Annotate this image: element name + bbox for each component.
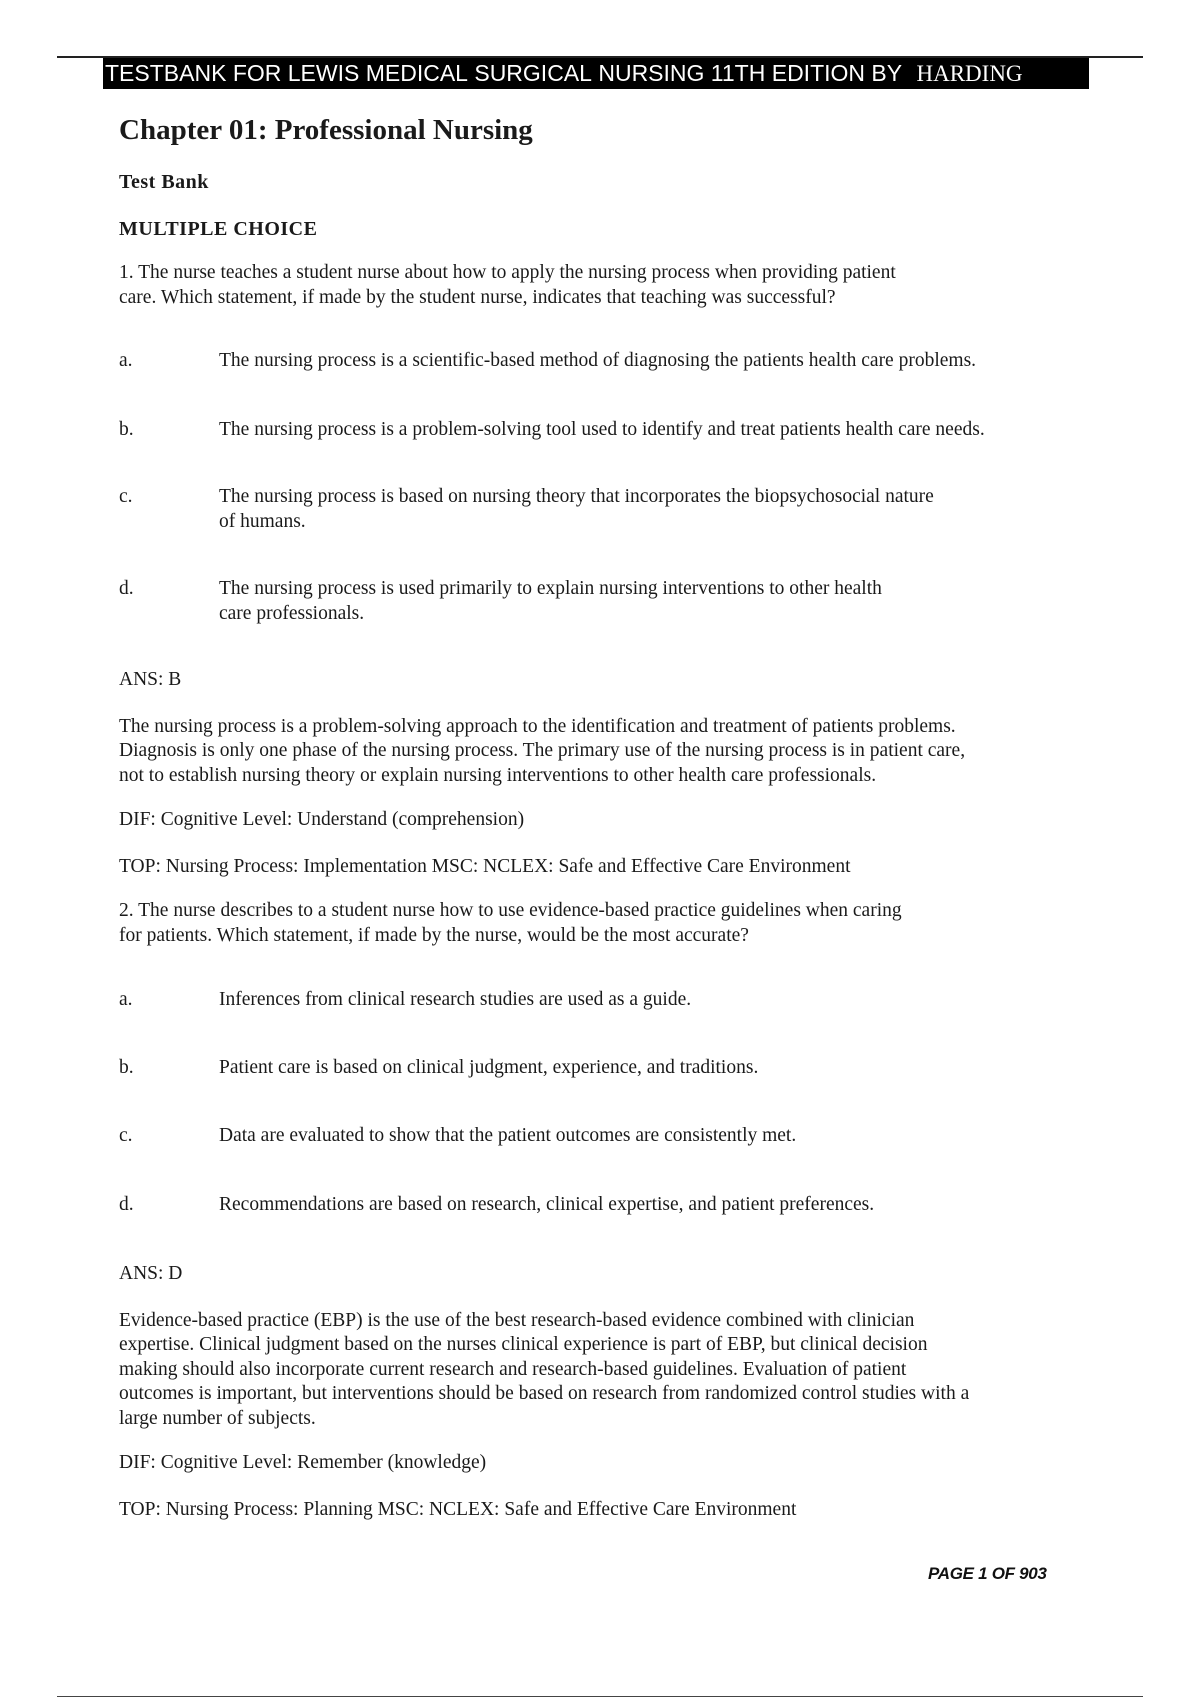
difficulty: DIF: Cognitive Level: Understand (comprehension) xyxy=(119,809,525,830)
answer-option xyxy=(119,485,1099,534)
option-line: The nursing process is a scientific-based method of diagnosing the patients health care problems. xyxy=(219,350,977,371)
option-letter: b. xyxy=(119,418,134,440)
option-line: care professionals. xyxy=(219,602,365,624)
answer-key: ANS: B xyxy=(119,669,182,690)
banner-part: HARDING xyxy=(916,61,1023,86)
rationale-line: expertise. Clinical judgment based on the nurses clinical experience is part of EBP, but clinical decision xyxy=(119,1334,928,1355)
rationale xyxy=(119,1309,1099,1432)
option-text: Data are evaluated to show that the patient outcomes are consistently met. xyxy=(219,1125,797,1146)
bottom-rule xyxy=(57,1696,1143,1697)
question-2 xyxy=(119,899,1099,1522)
answer-option xyxy=(119,418,1099,443)
banner-part: NURSING 11TH xyxy=(598,60,766,86)
option-letter: d. xyxy=(119,1193,134,1215)
option-letter: d. xyxy=(119,578,134,599)
rationale-line: Evidence-based practice (EBP) is the use of the best research-based evidence combined with clinician xyxy=(119,1309,915,1331)
rationale xyxy=(119,715,1099,789)
header-banner xyxy=(103,58,1089,89)
question-stem: care. Which statement, if made by the student nurse, indicates that teaching was successful? xyxy=(119,286,836,308)
banner-part: TESTBANK xyxy=(105,60,227,86)
option-text: Patient care is based on clinical judgment, experience, and traditions. xyxy=(219,1056,759,1078)
option-letter: a. xyxy=(119,350,133,371)
question-stem: for patients. Which statement, if made by the nurse, would be the most accurate? xyxy=(119,924,749,946)
rationale-line: outcomes is important, but interventions should be based on research from randomized control studies with a xyxy=(119,1383,970,1404)
test-bank-label: Test Bank xyxy=(119,171,209,193)
answer-option xyxy=(119,988,1099,1013)
option-text xyxy=(219,349,1099,374)
rationale-line: large number of subjects. xyxy=(119,1407,316,1429)
banner-part: FOR LEWIS MEDICAL xyxy=(232,60,468,86)
topic: TOP: Nursing Process: Implementation MSC: NCLEX: Safe and Effective Care Environment xyxy=(119,855,851,877)
section-label: MULTIPLE CHOICE xyxy=(119,218,318,240)
option-text xyxy=(219,485,1099,534)
answer-option xyxy=(119,1124,1099,1149)
option-text xyxy=(219,577,1099,626)
answer-option xyxy=(119,1056,1099,1081)
option-letter: c. xyxy=(119,1125,133,1146)
banner-part: SURGICAL xyxy=(474,60,592,86)
option-letter: a. xyxy=(119,989,133,1010)
option-line: The nursing process is a problem-solving tool used to identify and treat patients health care needs. xyxy=(219,418,985,440)
chapter-title: Chapter 01: Professional Nursing xyxy=(119,114,533,146)
rationale-line: Diagnosis is only one phase of the nursing process. The primary use of the nursing process is in patient care, xyxy=(119,740,966,761)
option-text xyxy=(219,418,1099,443)
banner-part: EDITION BY xyxy=(771,60,903,86)
page-number: PAGE 1 OF 903 xyxy=(928,1564,1047,1583)
document-body xyxy=(119,110,1099,1522)
option-line: The nursing process is based on nursing theory that incorporates the biopsychosocial nature xyxy=(219,486,934,507)
question-stem: 2. The nurse describes to a student nurse how to use evidence-based practice guidelines when caring xyxy=(119,900,902,921)
option-line: The nursing process is used primarily to explain nursing interventions to other health xyxy=(219,578,882,599)
option-letter: b. xyxy=(119,1056,134,1078)
answer-option xyxy=(119,1193,1099,1218)
rationale-line: The nursing process is a problem-solving approach to the identification and treatment of patients problems. xyxy=(119,715,956,737)
difficulty: DIF: Cognitive Level: Remember (knowledge) xyxy=(119,1452,487,1473)
answer-option xyxy=(119,349,1099,374)
option-letter: c. xyxy=(119,486,133,507)
answer-key: ANS: D xyxy=(119,1263,183,1284)
question-stem: 1. The nurse teaches a student nurse about how to apply the nursing process when providing patient xyxy=(119,262,896,283)
answer-option xyxy=(119,577,1099,626)
rationale-line: making should also incorporate current research and research-based guidelines. Evaluation of patient xyxy=(119,1358,907,1380)
topic: TOP: Nursing Process: Planning MSC: NCLEX: Safe and Effective Care Environment xyxy=(119,1498,797,1520)
option-text: Inferences from clinical research studies are used as a guide. xyxy=(219,989,692,1010)
option-text: Recommendations are based on research, clinical expertise, and patient preferences. xyxy=(219,1193,875,1215)
rationale-line: not to establish nursing theory or explain nursing interventions to other health care professionals. xyxy=(119,764,877,786)
option-line: of humans. xyxy=(219,510,306,532)
question-1 xyxy=(119,261,1099,879)
